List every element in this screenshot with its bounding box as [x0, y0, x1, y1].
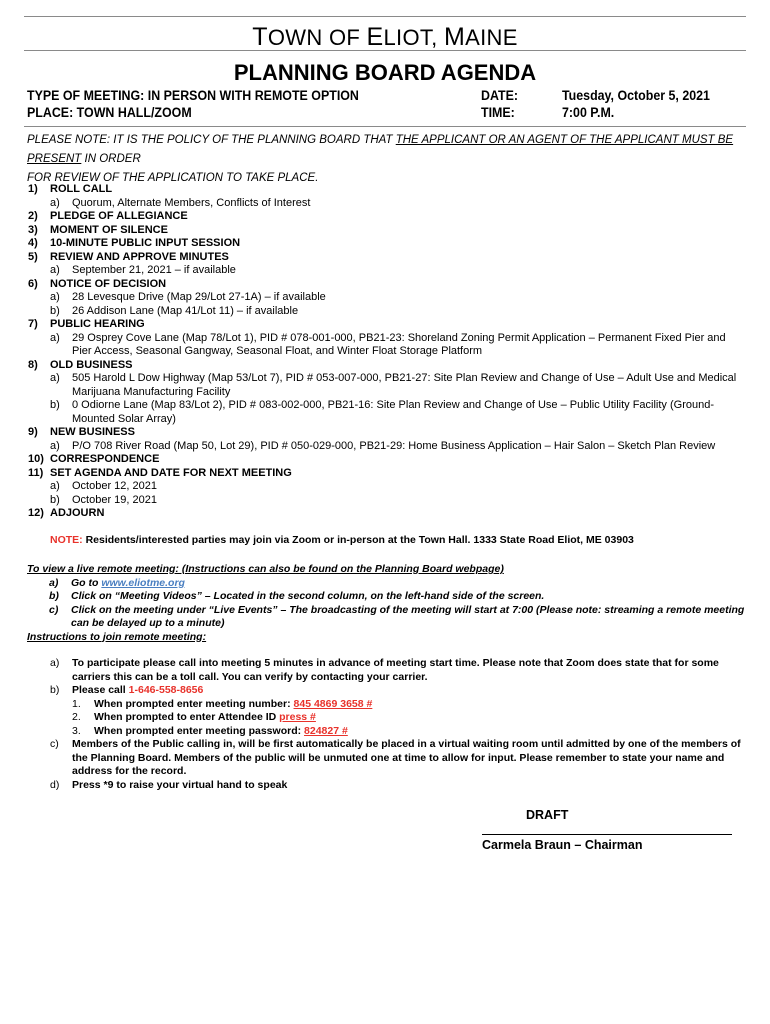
date-value: Tuesday, October 5, 2021	[562, 88, 710, 103]
agenda-item	[28, 453, 748, 467]
step-letter: b)	[50, 684, 60, 696]
step-text: Go to	[71, 576, 102, 589]
dial-step	[72, 698, 743, 712]
item-label: SET AGENDA AND DATE FOR NEXT MEETING	[50, 466, 292, 479]
town-heading-part: T	[252, 23, 268, 51]
subitem-text: October 19, 2021	[72, 493, 158, 506]
agenda-subitem	[28, 264, 748, 278]
agenda-subitem	[28, 480, 748, 494]
subitem-letter: a)	[50, 264, 60, 276]
agenda-item	[28, 467, 748, 481]
policy-note-text: IN ORDER	[81, 153, 141, 165]
item-label: NOTICE OF DECISION	[50, 277, 167, 290]
join-step	[28, 779, 743, 793]
dial-step-number: 2.	[72, 711, 81, 723]
draft-label: DRAFT	[526, 808, 569, 822]
item-number: 10)	[28, 453, 44, 465]
meeting-password: 824827 #	[304, 724, 348, 737]
subitem-text: P/O 708 River Road (Map 50, Lot 29), PID # 050-029-000, PB21-29: Home Business Application – Hair Salon – Sketch Plan Review	[72, 439, 716, 452]
item-number: 1)	[28, 183, 38, 195]
eliotme-link[interactable]: www.eliotme.org	[101, 576, 185, 589]
item-label: CORRESPONDENCE	[50, 453, 160, 465]
dial-step	[72, 725, 743, 739]
remote-step	[27, 577, 747, 591]
town-heading-part: M	[444, 23, 466, 51]
agenda-subitem	[28, 291, 748, 305]
policy-note-line2: FOR REVIEW OF THE APPLICATION TO TAKE PLACE.	[27, 172, 319, 184]
time-label: TIME:	[481, 105, 515, 120]
step-text: Click on the meeting under “Live Events” – The broadcasting of the meeting will start at 7:00 (Please note: streaming a remote meeting can be delayed up to a minute)	[71, 603, 745, 629]
agenda-item	[28, 426, 748, 440]
dial-step-text: When prompted to enter Attendee ID	[94, 711, 280, 723]
join-step	[28, 684, 743, 698]
town-heading-part: OWN OF	[267, 25, 367, 50]
step-text: Members of the Public calling in, will be first automatically be placed in a virtual waiting room until admitted by one of the members of the Planning Board. Members of the public will be unmuted one at time to allow for input. Please remember to state your name and address for the record.	[72, 738, 741, 777]
policy-note-emphasis: THE APPLICANT OR AN AGENT OF THE APPLICANT MUST BE PRESENT	[27, 134, 734, 165]
item-label: 10-MINUTE PUBLIC INPUT SESSION	[50, 237, 241, 249]
subitem-text: Quorum, Alternate Members, Conflicts of Interest	[72, 196, 311, 209]
item-label: MOMENT OF SILENCE	[50, 223, 168, 236]
subitem-text: September 21, 2021 – if available	[72, 264, 236, 276]
agenda-item	[28, 318, 748, 332]
agenda-subitem	[28, 305, 748, 319]
attendee-id: press #	[279, 711, 316, 723]
item-label: OLD BUSINESS	[50, 358, 133, 371]
item-number: 7)	[28, 318, 38, 330]
meeting-type: TYPE OF MEETING: IN PERSON WITH REMOTE OPTION	[27, 88, 359, 103]
item-label: REVIEW AND APPROVE MINUTES	[50, 250, 229, 263]
item-label: NEW BUSINESS	[50, 426, 135, 438]
agenda-subitem	[28, 332, 748, 359]
item-number: 8)	[28, 358, 38, 371]
subitem-letter: b)	[50, 304, 60, 317]
step-letter: c)	[49, 603, 59, 616]
step-text: Press *9 to raise your virtual hand to speak	[72, 778, 288, 791]
agenda-subitem	[28, 399, 748, 426]
policy-note-text: PLEASE NOTE: IT IS THE POLICY OF THE PLANNING BOARD THAT	[27, 134, 396, 146]
item-number: 2)	[28, 210, 38, 222]
subitem-letter: a)	[50, 439, 60, 452]
dial-step	[72, 711, 743, 725]
page-title: PLANNING BOARD AGENDA	[233, 60, 537, 85]
step-letter: b)	[49, 590, 59, 602]
join-step	[28, 657, 743, 684]
zoom-notice	[50, 534, 634, 546]
agenda-item	[28, 183, 748, 197]
notice-label: NOTE:	[50, 534, 83, 546]
step-text: Click on “Meeting Videos” – Located in the second column, on the left-hand side of the screen.	[71, 590, 545, 602]
dial-step-number: 3.	[72, 724, 81, 737]
agenda-list	[28, 183, 748, 521]
step-letter: d)	[50, 778, 60, 791]
agenda-subitem	[28, 440, 748, 454]
item-label: ROLL CALL	[50, 183, 113, 195]
item-number: 4)	[28, 237, 38, 249]
step-letter: c)	[50, 738, 59, 750]
dial-step-number: 1.	[72, 697, 81, 710]
subitem-letter: b)	[50, 493, 60, 506]
policy-note	[27, 131, 747, 188]
subitem-text: 29 Osprey Cove Lane (Map 78/Lot 1), PID # 078-001-000, PB21-23: Shoreland Zoning Permit Application – Permanent Fixed Pier and Pier Access, Seasonal Gangway, Seasonal Float, and Winter Float Storage Platform	[72, 331, 726, 357]
subitem-text: 505 Harold L Dow Highway (Map 53/Lot 7), PID # 053-007-000, PB21-27: Site Plan Review and Change of Use – Adult Use and Medical Marijuana Manufacturing Facility	[72, 372, 737, 398]
dial-step-text: When prompted enter meeting password:	[94, 724, 305, 737]
join-instructions	[28, 657, 743, 792]
agenda-item	[28, 237, 748, 251]
item-number: 6)	[28, 277, 38, 290]
phone-number: 1-646-558-8656	[128, 684, 204, 696]
agenda-item	[28, 251, 748, 265]
subitem-text: 26 Addison Lane (Map 41/Lot 11) – if available	[72, 304, 299, 317]
step-letter: a)	[50, 657, 60, 669]
item-number: 3)	[28, 223, 38, 236]
town-heading-part: E	[366, 23, 384, 51]
agenda-subitem	[28, 494, 748, 508]
remote-viewing-instructions	[27, 563, 747, 644]
agenda-subitem	[28, 372, 748, 399]
agenda-item	[28, 224, 748, 238]
subitem-letter: a)	[50, 196, 60, 209]
item-number: 11)	[28, 466, 44, 479]
meeting-number: 845 4869 3658 #	[293, 697, 373, 710]
top-rule	[24, 16, 746, 17]
subitem-letter: a)	[50, 291, 60, 303]
notice-text: Residents/interested parties may join via Zoom or in-person at the Town Hall. 1333 State Road Eliot, ME 03903	[82, 534, 634, 546]
remote-step	[27, 604, 747, 631]
meta-rule	[24, 126, 746, 127]
subitem-letter: a)	[50, 331, 60, 344]
signature-line	[482, 834, 732, 835]
subitem-text: October 12, 2021	[72, 480, 158, 492]
town-heading-part: AINE	[465, 25, 518, 50]
agenda-item	[28, 359, 748, 373]
item-label: ADJOURN	[50, 507, 105, 519]
remote-step	[27, 590, 747, 604]
join-heading: Instructions to join remote meeting:	[27, 630, 207, 643]
item-label: PUBLIC HEARING	[50, 318, 145, 330]
item-number: 12)	[28, 507, 44, 519]
town-heading-part: LIOT,	[383, 25, 444, 50]
agenda-subitem	[28, 197, 748, 211]
join-step	[28, 738, 743, 779]
heading-rule	[24, 50, 746, 51]
item-number: 9)	[28, 426, 38, 438]
step-letter: a)	[49, 576, 59, 589]
town-heading	[0, 22, 770, 53]
time-value: 7:00 P.M.	[562, 105, 615, 120]
subitem-letter: a)	[50, 480, 60, 492]
agenda-item	[28, 210, 748, 224]
item-number: 5)	[28, 250, 38, 263]
meeting-place: PLACE: TOWN HALL/ZOOM	[27, 105, 192, 120]
subitem-text: 28 Levesque Drive (Map 29/Lot 27-1A) – if available	[72, 291, 326, 303]
subitem-letter: a)	[50, 372, 60, 384]
signatory-name: Carmela Braun – Chairman	[482, 838, 643, 852]
subitem-text: 0 Odiorne Lane (Map 83/Lot 2), PID # 083-002-000, PB21-16: Site Plan Review and Change of Use – Public Utility Facility (Ground-Mounted Solar Array)	[72, 399, 715, 425]
dial-step-text: When prompted enter meeting number:	[94, 697, 294, 710]
remote-heading: To view a live remote meeting: (Instructions can also be found on the Planning Board webpage)	[27, 563, 504, 575]
agenda-item	[28, 278, 748, 292]
agenda-item	[28, 507, 748, 521]
step-text: To participate please call into meeting 5 minutes in advance of meeting start time. Please note that Zoom does state that for some carriers this can be a toll call. You can verify by contacting your carrier.	[72, 657, 719, 683]
item-label: PLEDGE OF ALLEGIANCE	[50, 210, 188, 222]
subitem-letter: b)	[50, 399, 60, 411]
step-text: Please call	[72, 684, 129, 696]
date-label: DATE:	[481, 88, 519, 103]
dial-steps	[28, 698, 743, 739]
